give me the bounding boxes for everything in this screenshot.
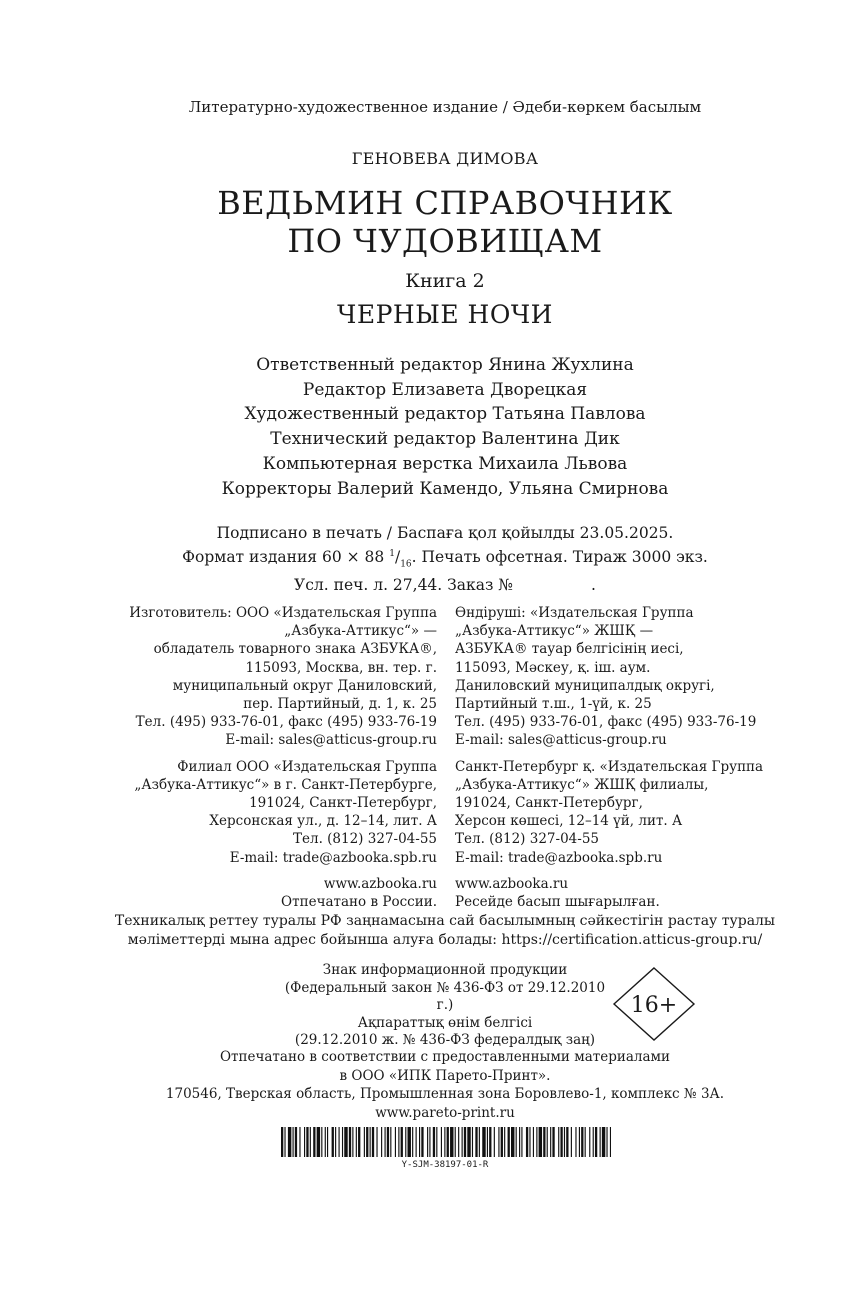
printer-line: 170546, Тверская область, Промышленная зона Боровлево-1, комплекс № 3А.: [165, 1086, 725, 1102]
barcode-bar: [427, 1127, 428, 1157]
branch-block: [455, 758, 763, 867]
barcode-bar: [566, 1127, 568, 1157]
edition-type: Литературно-художественное издание / Әдеби-көркем басылым: [188, 98, 702, 116]
info-line: www.azbooka.ru: [455, 875, 569, 892]
barcode-bar: [458, 1127, 459, 1157]
barcode-bar: [501, 1127, 503, 1157]
print-sheets-text: Усл. печ. л. 27,44. Заказ №: [294, 576, 514, 595]
print-format: [0, 544, 856, 575]
barcode-bar: [487, 1127, 488, 1157]
credit-line: Художественный редактор Татьяна Павлова: [244, 404, 646, 425]
book-number: Книга 2: [405, 270, 485, 292]
barcode-bar: [516, 1127, 517, 1157]
format-suffix: . Печать офсетная. Тираж 3000 экз.: [411, 548, 708, 567]
barcode-bar: [339, 1127, 340, 1157]
age-rating-badge: [612, 966, 696, 1042]
barcode-bar: [288, 1127, 291, 1157]
barcode-bar: [536, 1127, 537, 1157]
book-subtitle: ЧЕРНЫЕ НОЧИ: [337, 300, 553, 329]
barcode-bar: [479, 1127, 480, 1157]
barcode-bar: [408, 1127, 411, 1157]
printer-line: в ООО «ИПК Парето-Принт».: [339, 1067, 551, 1084]
barcode-bar: [550, 1127, 551, 1157]
info-line: E-mail: trade@azbooka.spb.ru: [229, 849, 437, 866]
barcode-bar: [405, 1127, 406, 1157]
barcode-bar: [558, 1127, 559, 1157]
print-info: [0, 523, 856, 596]
barcode-bar: [543, 1127, 545, 1157]
barcode-bar: [433, 1127, 435, 1157]
barcode-bar: [579, 1127, 580, 1157]
author-name: ГЕНОВЕВА ДИМОВА: [351, 149, 539, 168]
barcode-bar: [366, 1127, 368, 1157]
barcode-bar: [321, 1127, 322, 1157]
barcode-bar: [585, 1127, 586, 1157]
info-line: Тел. (495) 933-76-01, факс (495) 933-76-19: [455, 714, 757, 731]
format-slash: /: [394, 548, 401, 567]
info-line: пер. Партийный, д. 1, к. 25: [243, 696, 437, 713]
barcode-bar: [387, 1127, 389, 1157]
barcode-bar: [325, 1127, 326, 1157]
info-line: „Азбука-Аттикус“» —: [284, 623, 437, 640]
barcode-bar: [349, 1127, 351, 1157]
manufacturer-block: [129, 604, 437, 750]
credit-line: Корректоры Валерий Камендо, Ульяна Смирнова: [221, 478, 669, 499]
barcode-bar: [293, 1127, 294, 1157]
barcode-bar: [450, 1127, 453, 1157]
barcode-bar: [552, 1127, 554, 1157]
publisher-info-ru: [129, 604, 437, 919]
publisher-info-kz: [455, 604, 763, 919]
info-line: „Азбука-Аттикус“» ЖШҚ филиалы,: [455, 776, 709, 793]
credit-line: Компьютерная верстка Михаила Львова: [262, 453, 628, 474]
barcode-bar: [547, 1127, 548, 1157]
title-line: ВЕДЬМИН СПРАВОЧНИК: [217, 184, 673, 222]
barcode-bar: [395, 1127, 396, 1157]
barcode-bar: [602, 1127, 605, 1157]
barcode-bar: [475, 1127, 477, 1157]
barcode-bar: [317, 1127, 320, 1157]
info-line: 191024, Санкт-Петербург,: [249, 795, 437, 812]
barcode-bar: [385, 1127, 386, 1157]
barcode-bar: [429, 1127, 430, 1157]
info-line: 191024, Санкт-Петербург,: [455, 795, 643, 812]
barcode-bar: [313, 1127, 315, 1157]
info-line: обладатель товарного знака АЗБУКА®,: [153, 641, 437, 658]
barcode-bar: [472, 1127, 473, 1157]
barcode-bar: [560, 1127, 562, 1157]
credit-line: Ответственный редактор Янина Жухлина: [256, 355, 634, 375]
barcode-bar: [284, 1127, 285, 1157]
barcode-bar: [595, 1127, 597, 1157]
credit-line: Редактор Елизавета Дворецкая: [302, 379, 588, 400]
info-line: 115093, Москва, вн. тер. г.: [245, 659, 437, 676]
print-signed: Подписано в печать / Баспаға қол қойылды 23.05.2025.: [216, 524, 674, 542]
barcode-bar: [571, 1127, 572, 1157]
barcode-bar: [581, 1127, 583, 1157]
barcode-bar: [519, 1127, 520, 1157]
print-sheets: Усл. печ. л. 27,44. Заказ № .: [294, 576, 596, 595]
title-line: ПО ЧУДОВИЩАМ: [287, 222, 603, 260]
barcode-icon: [281, 1127, 611, 1157]
barcode-bar: [494, 1127, 495, 1157]
credit-line: Технический редактор Валентина Дик: [270, 429, 620, 450]
barcode-bar: [372, 1127, 374, 1157]
branch-block: [129, 758, 437, 867]
cert-line: мәліметтерді мына адрес бойынша алуға болады: https://certification.atticus-group.ru/: [127, 932, 763, 948]
cert-line: Техникалық реттеу туралы РФ заңнамасына сай басылымның сәйкестігін растау туралы: [114, 913, 776, 929]
barcode-bar: [295, 1127, 297, 1157]
info-line: 115093, Мәскеу, қ. іш. аум.: [455, 659, 651, 676]
info-line: Херсонская ул., д. 12–14, лит. А: [209, 813, 437, 830]
barcode-bar: [593, 1127, 594, 1157]
format-denominator: 16: [400, 559, 412, 570]
barcode-bar: [398, 1127, 399, 1157]
barcode-bar: [356, 1127, 357, 1157]
barcode-bar: [381, 1127, 382, 1157]
barcode-bar: [529, 1127, 530, 1157]
barcode-bar: [539, 1127, 542, 1157]
barcode-bar: [444, 1127, 445, 1157]
barcode-bar: [511, 1127, 514, 1157]
printer-info: [0, 1048, 856, 1122]
barcode-bar: [589, 1127, 590, 1157]
barcode-bar: [335, 1127, 336, 1157]
info-line: Санкт-Петербург қ. «Издательская Группа: [455, 758, 764, 775]
barcode-bar: [464, 1127, 466, 1157]
format-prefix: Формат издания 60 × 88: [182, 548, 390, 567]
info-line: Даниловский муниципалдық округі,: [455, 677, 715, 694]
info-line: Ресейде басып шығарылған.: [455, 894, 660, 911]
barcode-bar: [281, 1127, 283, 1157]
info-line: Филиал ООО «Издательская Группа: [177, 758, 437, 775]
info-line: www.azbooka.ru: [323, 875, 437, 892]
barcode-bar: [299, 1127, 300, 1157]
info-line: E-mail: sales@atticus-group.ru: [455, 732, 667, 749]
barcode-bar: [342, 1127, 343, 1157]
info-line: АЗБУКА® тауар белгісінің иесі,: [455, 641, 684, 658]
barcode-bar: [441, 1127, 442, 1157]
info-line: E-mail: sales@atticus-group.ru: [225, 732, 437, 749]
barcode-bar: [498, 1127, 499, 1157]
info-sign-line: (Федеральный закон № 436-ФЗ от 29.12.2010 г.): [284, 979, 606, 1013]
printer-line: Отпечатано в соответствии с предоставленными материалами: [219, 1049, 671, 1065]
barcode-bar: [376, 1127, 377, 1157]
printer-line: www.pareto-print.ru: [375, 1104, 515, 1121]
barcode-bar: [508, 1127, 510, 1157]
certification-note: [0, 912, 856, 950]
barcode-bar: [436, 1127, 437, 1157]
diamond-icon: [612, 966, 696, 1042]
barcode-bar: [306, 1127, 308, 1157]
barcode-bar: [412, 1127, 413, 1157]
barcode-bar: [489, 1127, 491, 1157]
info-line: Херсон көшесі, 12–14 үй, лит. А: [455, 813, 683, 830]
format-numerator: 1: [389, 549, 395, 559]
barcode-bar: [390, 1127, 391, 1157]
barcode-bar: [447, 1127, 449, 1157]
barcode-bar: [421, 1127, 423, 1157]
info-sign-line: (29.12.2010 ж. № 436-ФЗ федералдық заң): [294, 1032, 596, 1048]
barcode-bar: [364, 1127, 365, 1157]
barcode-bar: [327, 1127, 328, 1157]
info-line: Отпечатано в России.: [281, 894, 437, 911]
info-line: Партийный т.ш., 1-үй, к. 25: [455, 696, 652, 713]
barcode-bar: [564, 1127, 565, 1157]
barcode-bar: [416, 1127, 417, 1157]
info-line: муниципальный округ Даниловский,: [172, 677, 437, 694]
barcode-bar: [401, 1127, 403, 1157]
info-line: E-mail: trade@azbooka.spb.ru: [455, 849, 663, 866]
barcode-bar: [526, 1127, 528, 1157]
barcode-bar: [344, 1127, 347, 1157]
website-block: [455, 875, 763, 911]
barcode-bar: [332, 1127, 334, 1157]
barcode-label: Y-SJM-38197-01-R: [401, 1160, 489, 1170]
barcode-bar: [462, 1127, 463, 1157]
info-line: Тел. (495) 933-76-01, факс (495) 933-76-19: [135, 714, 437, 731]
age-rating-text: 16+: [630, 993, 678, 1018]
credits-list: [0, 353, 856, 501]
info-sign-line: Знак информационной продукции: [322, 962, 568, 978]
barcode-bar: [533, 1127, 534, 1157]
barcode-bar: [455, 1127, 456, 1157]
info-line: „Азбука-Аттикус“» в г. Санкт-Петербурге,: [134, 776, 437, 793]
barcode-bar: [504, 1127, 505, 1157]
barcode-bar: [419, 1127, 420, 1157]
barcode-bar: [358, 1127, 360, 1157]
barcode-bar: [606, 1127, 607, 1157]
barcode-bar: [467, 1127, 470, 1157]
info-line: Тел. (812) 327-04-55: [455, 831, 599, 848]
barcode-bar: [600, 1127, 601, 1157]
barcode-bar: [482, 1127, 485, 1157]
barcode-bar: [575, 1127, 576, 1157]
barcode-bar: [310, 1127, 311, 1157]
info-product-sign: [280, 962, 610, 1050]
barcode-bar: [521, 1127, 522, 1157]
website-block: [129, 875, 437, 911]
info-line: Өндіруші: «Издательская Группа: [455, 605, 694, 621]
barcode-bar: [370, 1127, 371, 1157]
barcode-bar: [352, 1127, 353, 1157]
barcode-bar: [304, 1127, 305, 1157]
info-line: Тел. (812) 327-04-55: [293, 831, 437, 848]
info-sign-line: Ақпараттық өнім белгісі: [357, 1014, 533, 1031]
book-title: [0, 184, 856, 260]
manufacturer-block: [455, 604, 763, 750]
info-line: „Азбука-Аттикус“» ЖШҚ —: [455, 623, 654, 640]
barcode-bar: [610, 1127, 611, 1157]
info-line: Изготовитель: ООО «Издательская Группа: [129, 605, 437, 621]
